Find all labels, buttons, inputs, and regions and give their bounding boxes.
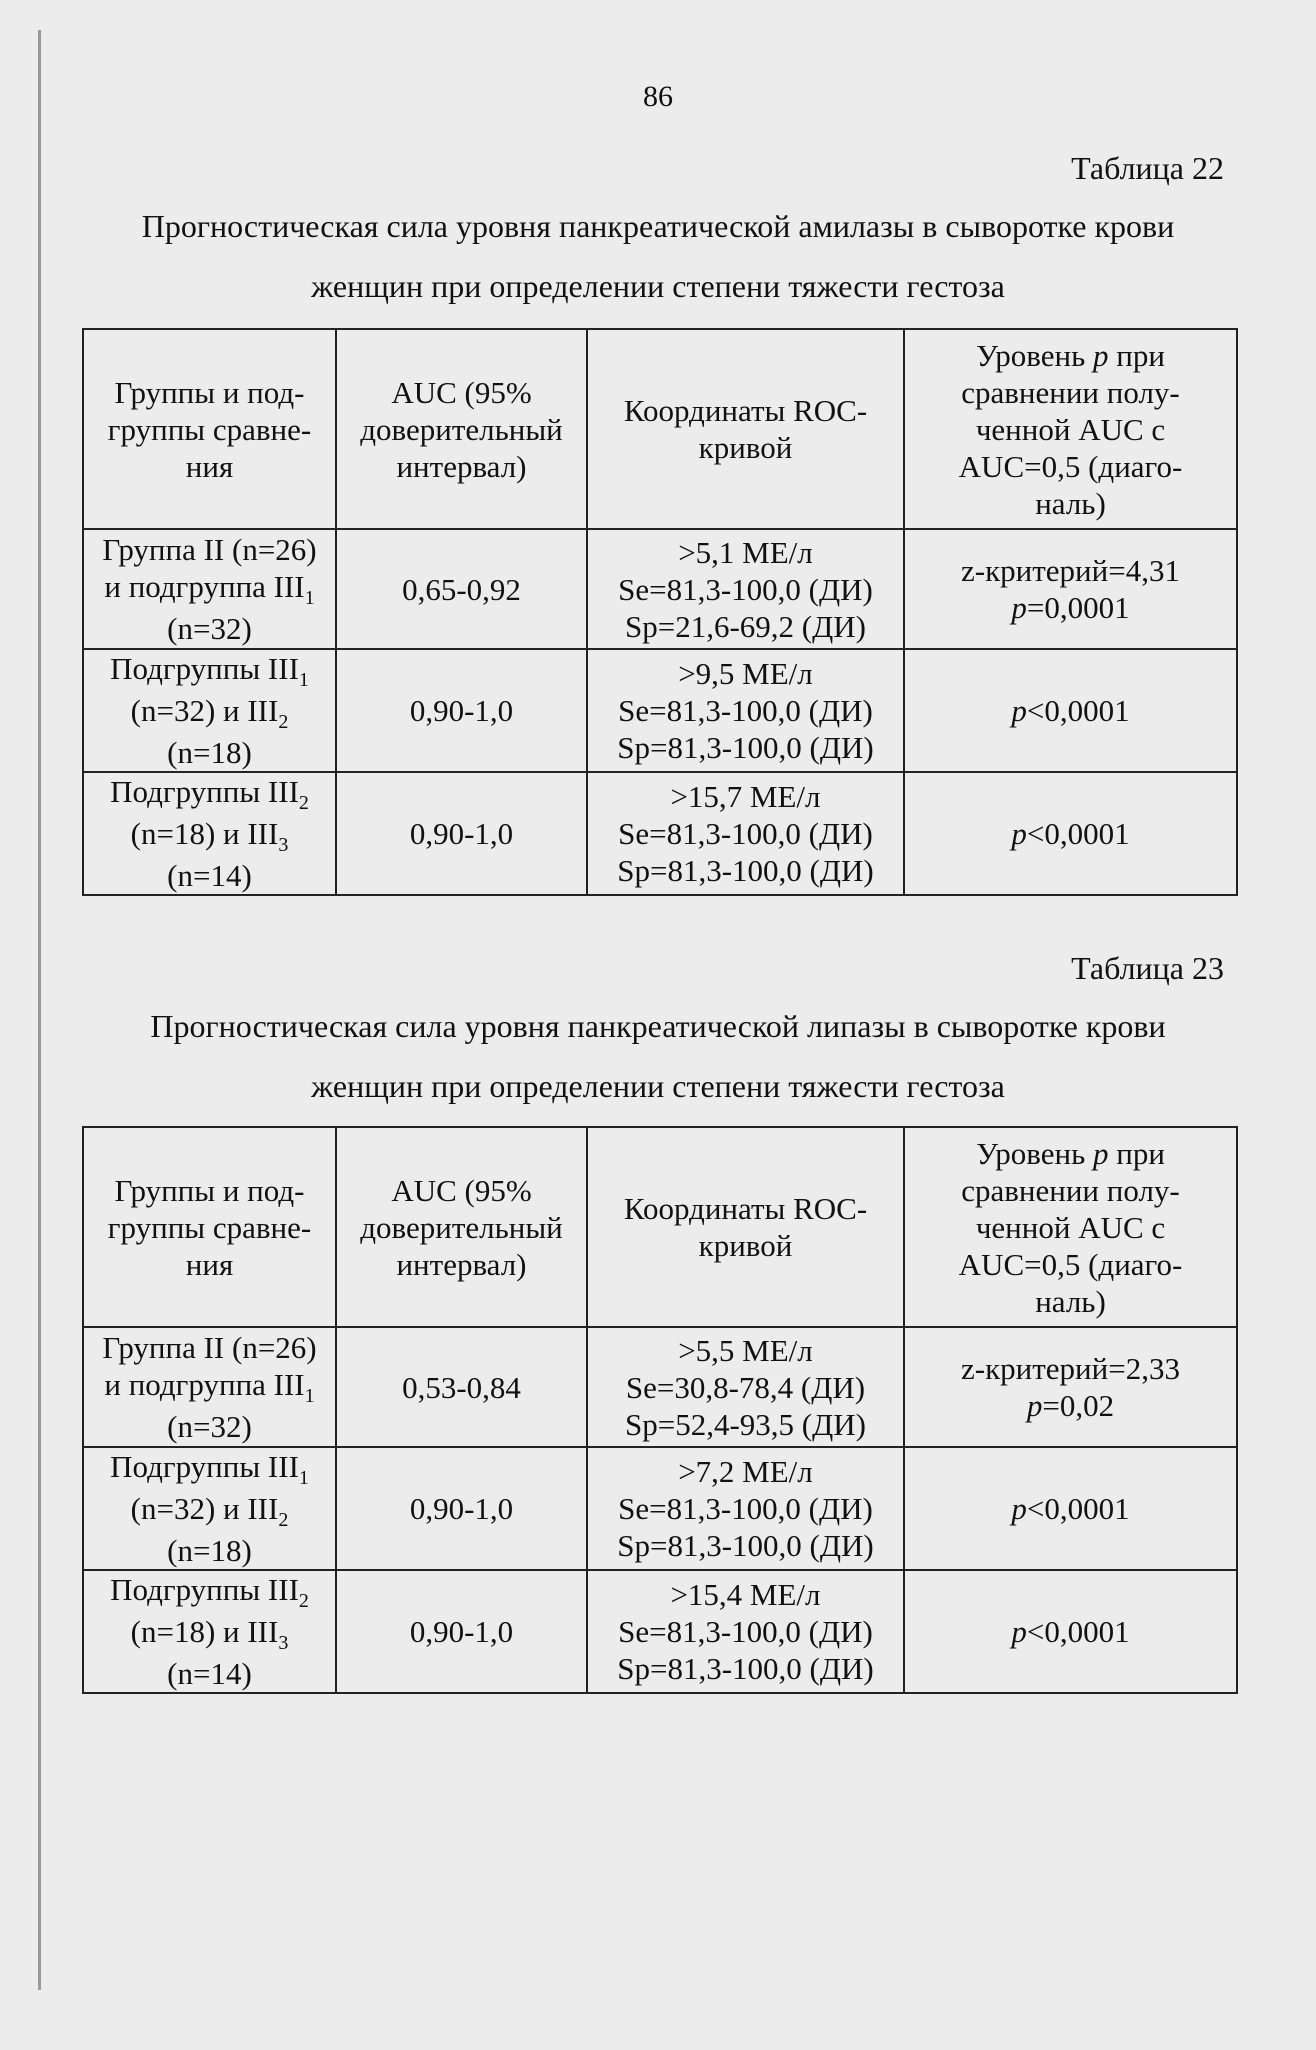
cell-group: Подгруппы $III_2$ (n=18) и $III_3$ (n=14) — [83, 772, 336, 895]
cell-group: Подгруппы $III_1$ (n=32) и $III_2$ (n=18) — [83, 649, 336, 772]
header-text: Группы и под- — [114, 1172, 305, 1208]
header-groups — [83, 329, 336, 529]
header-text: Уровень p при — [976, 337, 1165, 373]
table-22-caption-line-1: Прогностическая сила уровня панкреатической амилазы в сыворотке крови — [141, 208, 1175, 244]
header-text: ченной AUC с — [975, 1209, 1166, 1245]
table-22 — [82, 328, 1238, 896]
cell-p-level: p<0,0001 — [904, 1447, 1237, 1570]
table-row — [83, 1570, 1237, 1693]
cell-auc: 0,65-0,92 — [336, 529, 587, 649]
header-text: AUC (95% — [391, 1172, 532, 1208]
cell-p-level: z-критерий=2,33 p=0,02 — [904, 1327, 1237, 1447]
cell-auc: 0,90-1,0 — [336, 1570, 587, 1693]
table-23-caption-line-2: женщин при определении степени тяжести гестоза — [311, 1068, 1005, 1104]
table-23 — [82, 1126, 1238, 1694]
binding-edge — [38, 30, 41, 1990]
table-22-caption-line-2: женщин при определении степени тяжести гестоза — [311, 268, 1005, 304]
header-text: сравнении полу- — [961, 1172, 1180, 1208]
header-text: доверительный — [360, 1209, 563, 1245]
header-text: кривой — [698, 1228, 793, 1263]
header-text: сравнении полу- — [961, 374, 1180, 410]
header-roc — [587, 329, 904, 529]
header-text: группы сравне- — [107, 411, 312, 447]
cell-roc: >7,2 МЕ/л Se=81,3-100,0 (ДИ) Sp=81,3-100,0 (ДИ) — [587, 1447, 904, 1570]
page-number: 86 — [643, 80, 673, 113]
cell-group: Группа II (n=26) и подгруппа $III_1$ (n=32) — [83, 1327, 336, 1447]
header-p-level — [904, 329, 1237, 529]
table-row — [83, 1327, 1237, 1447]
header-text: группы сравне- — [107, 1209, 312, 1245]
table-row — [83, 772, 1237, 895]
header-text: Группы и под- — [114, 374, 305, 410]
cell-roc: >15,4 МЕ/л Se=81,3-100,0 (ДИ) Sp=81,3-100,0 (ДИ) — [587, 1570, 904, 1693]
header-text: AUC=0,5 (диаго- — [958, 448, 1183, 484]
header-text: AUC=0,5 (диаго- — [958, 1246, 1183, 1282]
table-23-caption-line-1: Прогностическая сила уровня панкреатической липазы в сыворотке крови — [150, 1008, 1166, 1044]
header-text: наль) — [1035, 485, 1106, 521]
header-text: доверительный — [360, 411, 563, 447]
table-row — [83, 1447, 1237, 1570]
cell-p-level: p<0,0001 — [904, 772, 1237, 895]
cell-roc: >15,7 МЕ/л Se=81,3-100,0 (ДИ) Sp=81,3-100,0 (ДИ) — [587, 772, 904, 895]
table-23-label: Таблица 23 — [1071, 950, 1224, 986]
header-text: ния — [185, 448, 234, 484]
cell-auc: 0,90-1,0 — [336, 1447, 587, 1570]
header-text: интервал) — [396, 448, 527, 484]
cell-p-level: p<0,0001 — [904, 1570, 1237, 1693]
header-roc — [587, 1127, 904, 1327]
header-text: наль) — [1035, 1283, 1106, 1319]
header-text: кривой — [698, 430, 793, 465]
cell-group: Подгруппы $III_2$ (n=18) и $III_3$ (n=14) — [83, 1570, 336, 1693]
table-row — [83, 529, 1237, 649]
cell-roc: >5,1 МЕ/л Se=81,3-100,0 (ДИ) Sp=21,6-69,2 (ДИ) — [587, 529, 904, 649]
header-text: Координаты ROC- — [623, 1191, 868, 1226]
cell-roc: >9,5 МЕ/л Se=81,3-100,0 (ДИ) Sp=81,3-100,0 (ДИ) — [587, 649, 904, 772]
cell-auc: 0,90-1,0 — [336, 772, 587, 895]
cell-group: Подгруппы $III_1$ (n=32) и $III_2$ (n=18) — [83, 1447, 336, 1570]
cell-p-level: z-критерий=4,31 p=0,0001 — [904, 529, 1237, 649]
header-auc — [336, 329, 587, 529]
header-text: интервал) — [396, 1246, 527, 1282]
cell-auc: 0,53-0,84 — [336, 1327, 587, 1447]
header-text: Координаты ROC- — [623, 393, 868, 428]
header-p-level — [904, 1127, 1237, 1327]
header-text: Уровень p при — [976, 1135, 1165, 1171]
cell-auc: 0,90-1,0 — [336, 649, 587, 772]
table-row — [83, 649, 1237, 772]
header-groups — [83, 1127, 336, 1327]
header-text: ния — [185, 1246, 234, 1282]
table-header-row — [83, 329, 1237, 529]
table-header-row — [83, 1127, 1237, 1327]
cell-p-level: p<0,0001 — [904, 649, 1237, 772]
cell-group: Группа II (n=26) и подгруппа $III_1$ (n=32) — [83, 529, 336, 649]
cell-roc: >5,5 МЕ/л Se=30,8-78,4 (ДИ) Sp=52,4-93,5 (ДИ) — [587, 1327, 904, 1447]
header-auc — [336, 1127, 587, 1327]
table-22-label: Таблица 22 — [1071, 150, 1224, 186]
header-text: ченной AUC с — [975, 411, 1166, 447]
header-text: AUC (95% — [391, 374, 532, 410]
